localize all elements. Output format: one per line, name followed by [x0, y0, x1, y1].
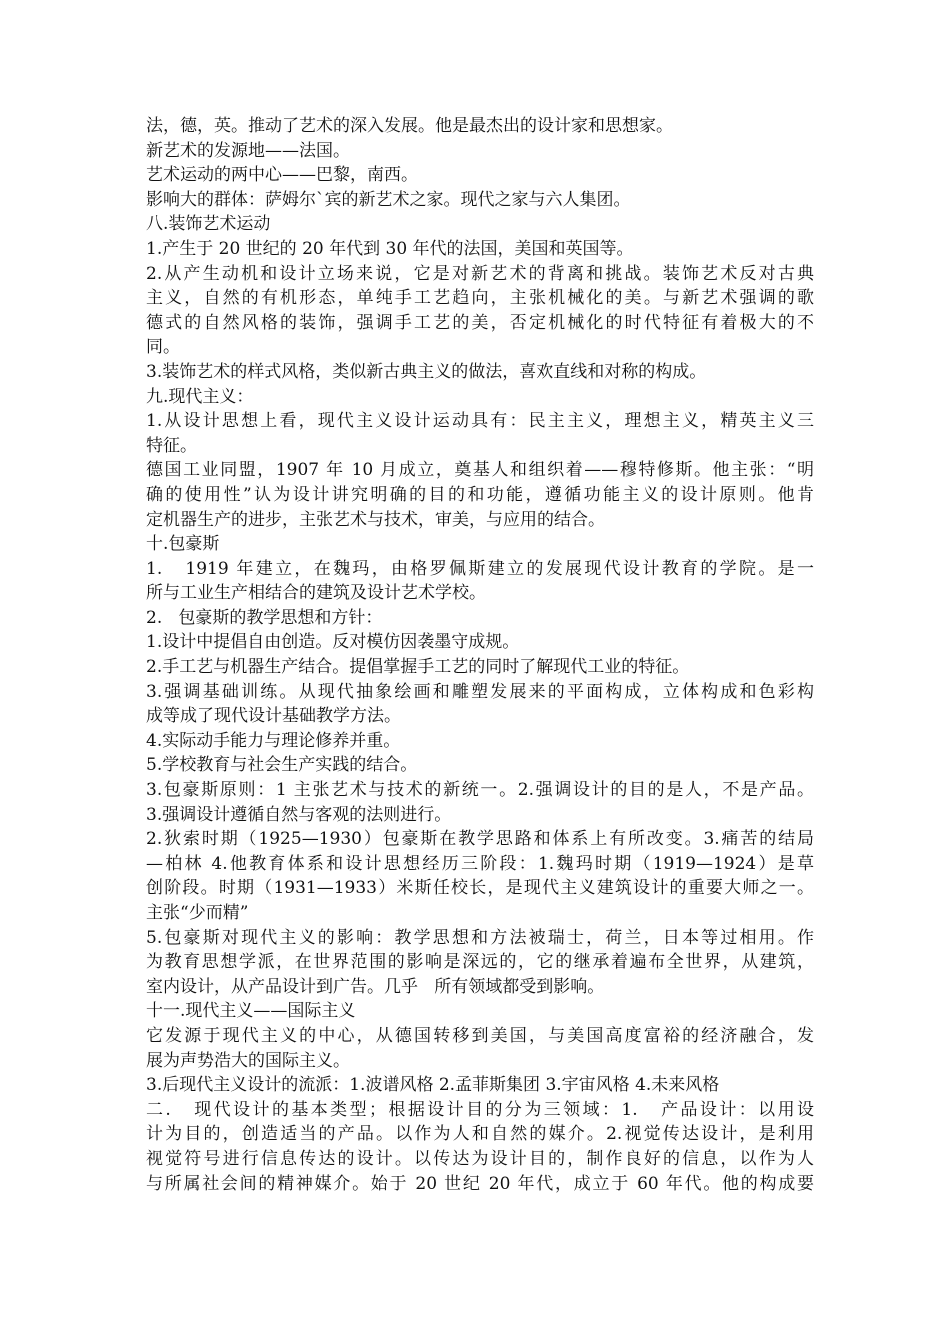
text-line: 成等成了现代设计基础教学方法。 [146, 706, 401, 727]
text-line: 2.从产生动机和设计立场来说，它是对新艺术的背离和挑战。装饰艺术反对古典 [146, 263, 814, 284]
text-line: 影响大的群体：萨姆尔`宾的新艺术之家。现代之家与六人集团。 [146, 189, 631, 210]
text-line: 1. 1919 年建立，在魏玛，由格罗佩斯建立的发展现代设计教育的学院。是一 [146, 558, 814, 579]
text-line: 3.强调设计遵循自然与客观的法则进行。 [146, 804, 452, 825]
text-line: 十.包豪斯 [146, 534, 220, 555]
text-line: 5.包豪斯对现代主义的影响：教学思想和方法被瑞士，荷兰，日本等过相用。作 [146, 927, 814, 948]
text-line: 4.实际动手能力与理论修养并重。 [146, 730, 401, 751]
text-line: 5.学校教育与社会生产实践的结合。 [146, 755, 418, 776]
text-line: 计为目的，创造适当的产品。以作为人和自然的媒介。2.视觉传达设计，是利用 [146, 1124, 814, 1145]
text-line: 3.装饰艺术的样式风格，类似新古典主义的做法，喜欢直线和对称的构成。 [146, 361, 707, 382]
text-line: 定机器生产的进步，主张艺术与技术，审美，与应用的结合。 [146, 509, 605, 530]
text-line: 确的使用性”认为设计讲究明确的目的和功能，遵循功能主义的设计原则。他肯 [146, 484, 814, 505]
text-line: 1.产生于 20 世纪的 20 年代到 30 年代的法国，美国和英国等。 [146, 238, 634, 259]
text-line: 创阶段。时期（1931—1933）米斯任校长，是现代主义建筑设计的重要大师之一。 [146, 878, 814, 899]
text-line: 德国工业同盟，1907 年 10 月成立，奠基人和组织着——穆特修斯。他主张：“明 [146, 460, 814, 481]
text-line: 室内设计，从产品设计到广告。几乎 所有领域都受到影响。 [146, 976, 605, 997]
text-line: 特征。 [146, 435, 197, 456]
text-line: 2.狄索时期（1925—1930）包豪斯在教学思路和体系上有所改变。3.痛苦的结局 [146, 829, 814, 850]
text-line: 同。 [146, 337, 180, 358]
text-line: 德式的自然风格的装饰，强调手工艺的美，否定机械化的时代特征有着极大的不 [146, 312, 814, 333]
text-line: 1.设计中提倡自由创造。反对模仿因袭墨守成规。 [146, 632, 520, 653]
text-line: 2.手工艺与机器生产结合。提倡掌握手工艺的同时了解现代工业的特征。 [146, 657, 690, 678]
text-line: 艺术运动的两中心——巴黎，南西。 [146, 165, 418, 186]
text-line: 八.装饰艺术运动 [146, 214, 271, 235]
text-line: 3.后现代主义设计的流派：1.波谱风格 2.孟菲斯集团 3.宇宙风格 4.未来风格 [146, 1075, 720, 1096]
text-line: 十一.现代主义——国际主义 [146, 1001, 356, 1022]
text-line: 展为声势浩大的国际主义。 [146, 1050, 350, 1071]
text-line: 为教育思想学派，在世界范围的影响是深远的，它的继承着遍布全世界，从建筑， [146, 952, 814, 973]
text-line: 新艺术的发源地——法国。 [146, 140, 350, 161]
text-line: 法，德，英。推动了艺术的深入发展。他是最杰出的设计家和思想家。 [146, 116, 673, 136]
text-line: 1.从设计思想上看，现代主义设计运动具有：民主主义，理想主义，精英主义三 [146, 411, 814, 432]
text-line: 它发源于现代主义的中心，从德国转移到美国，与美国高度富裕的经济融合，发 [146, 1025, 814, 1046]
text-line: 九.现代主义： [146, 386, 254, 407]
text-line: 主义，自然的有机形态，单纯手工艺趋向，主张机械化的美。与新艺术强调的歌 [146, 288, 814, 309]
text-line: 二. 现代设计的基本类型；根据设计目的分为三领域：1. 产品设计：以用设 [146, 1099, 814, 1120]
text-line: —柏林 4.他教育体系和设计思想经历三阶段：1.魏玛时期（1919—1924）是草 [146, 853, 814, 874]
text-line: 2. 包豪斯的教学思想和方针： [146, 607, 383, 628]
text-line: 视觉符号进行信息传达的设计。以传达为设计目的，制作良好的信息，以作为人 [146, 1148, 814, 1169]
text-line: 3.包豪斯原则：1 主张艺术与技术的新统一。2.强调设计的目的是人，不是产品。 [146, 780, 814, 801]
text-line: 与所属社会间的精神媒介。始于 20 世纪 20 年代，成立于 60 年代。他的构成要 [146, 1173, 814, 1194]
document-page [146, 114, 814, 1196]
text-line: 所与工业生产相结合的建筑及设计艺术学校。 [146, 583, 486, 604]
text-line: 3.强调基础训练。从现代抽象绘画和雕塑发展来的平面构成，立体构成和色彩构 [146, 681, 814, 702]
text-line: 主张“少而精” [146, 903, 249, 923]
